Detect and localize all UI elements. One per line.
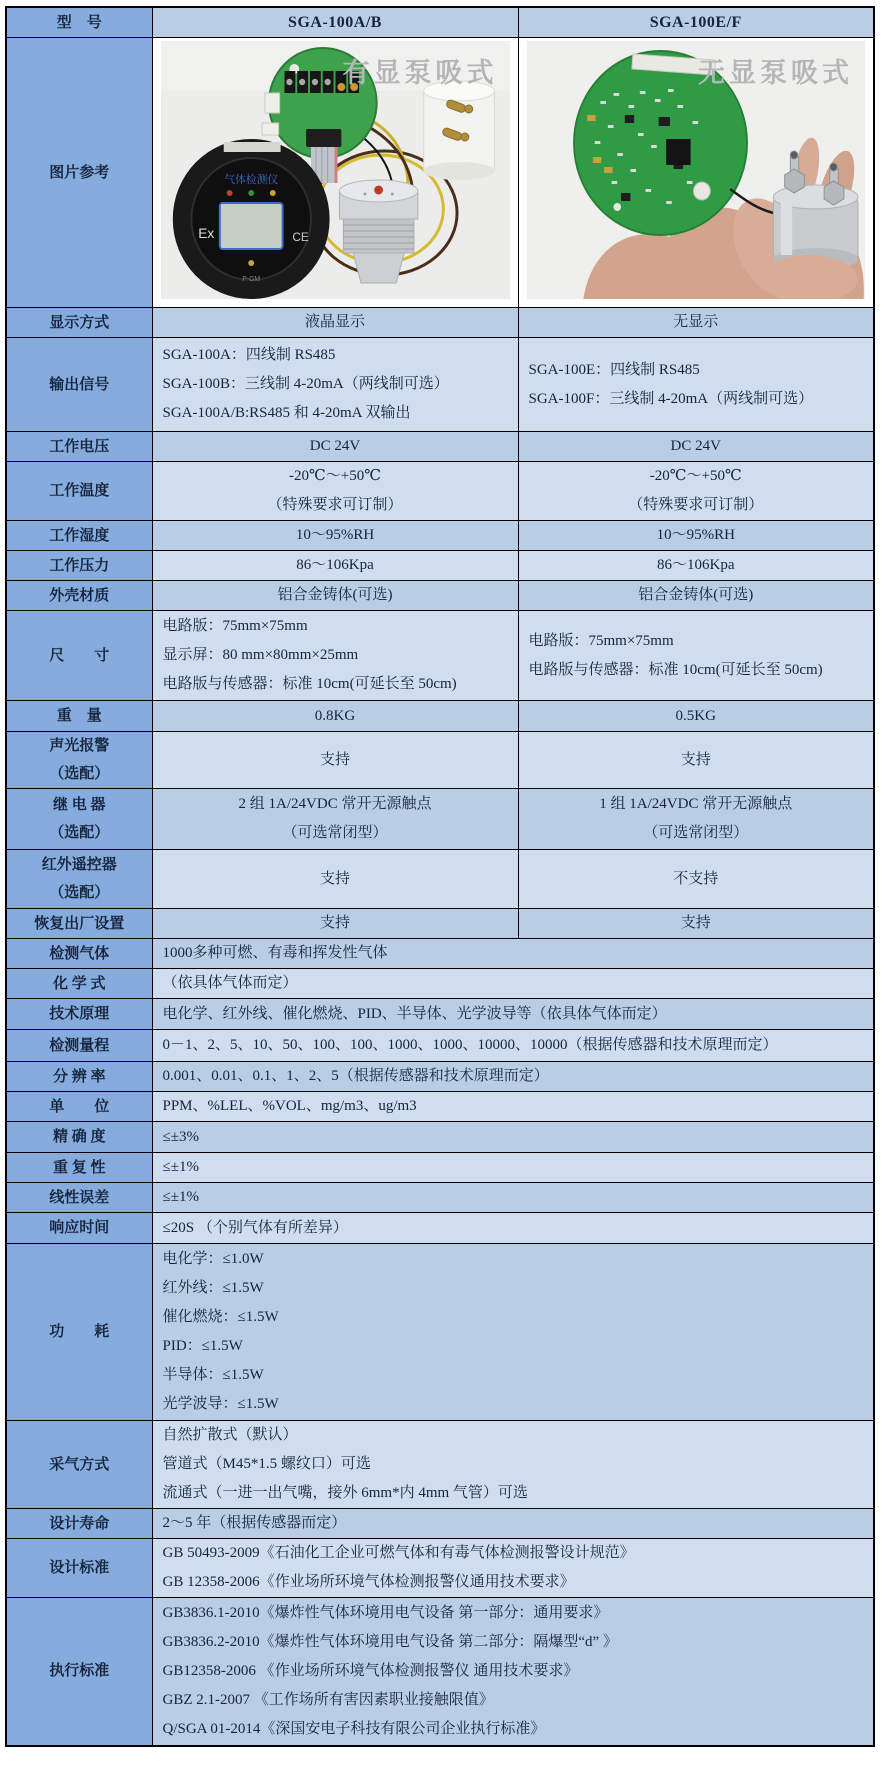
spec-value-text: （可选常闭型）: [643, 825, 749, 841]
spec-value-unit: [152, 1092, 874, 1122]
table-row-chemical-formula: [6, 969, 874, 999]
spec-value-detection-range: [152, 1030, 874, 1062]
spec-value-text: 铝合金铸体(可选): [277, 587, 393, 603]
spec-value-housing-material-col2: [518, 581, 874, 611]
spec-value-display-mode-col2: [518, 308, 874, 338]
row-label-linearity-error: [6, 1183, 152, 1213]
table-row-housing-material: [6, 581, 874, 611]
row-label-detection-range: [6, 1030, 152, 1062]
spec-value-text: SGA-100E：四线制 RS485: [528, 361, 700, 378]
spec-value-text: 显示屏：80 mm×80mm×25mm: [162, 647, 359, 663]
svg-text:CE: CE: [291, 229, 309, 245]
pump-cylinder-illustration: [423, 81, 494, 180]
spec-value-chemical-formula: [152, 969, 874, 999]
spec-value-text: GB 12358-2006《作业场所环境气体检测报警仪通用技术要求》: [162, 1574, 575, 1590]
table-row-output-signal: [6, 338, 874, 432]
row-label-text: 工作湿度: [49, 527, 110, 544]
spec-value-text: GB3836.1-2010《爆炸性气体环境用电气设备 第一部分：通用要求》: [162, 1604, 609, 1621]
row-label-text: 恢复出厂设置: [34, 915, 125, 932]
spec-value-working-voltage-col2: [518, 432, 874, 462]
spec-value-text: DC 24V: [309, 438, 361, 454]
spec-value-text: （依具体气体而定）: [162, 975, 298, 991]
row-label-text: 单 位: [49, 1098, 110, 1115]
spec-value-factory-reset-col2: [518, 909, 874, 939]
table-row-accuracy: [6, 1122, 874, 1153]
spec-value-text: （特殊要求可订制）: [628, 497, 764, 513]
spec-value-text: 电路版与传感器：标准 10cm(可延长至 50cm): [528, 661, 823, 678]
watermark-text: 无显泵吸式: [698, 58, 853, 88]
table-row-design-standards: [6, 1539, 874, 1598]
spec-value-text: 10～95%RH: [656, 527, 735, 543]
row-label-chemical-formula: [6, 969, 152, 999]
table-row-technical-principle: [6, 999, 874, 1030]
spec-value-text: 0.5KG: [675, 707, 716, 724]
row-label-text: 响应时间: [49, 1220, 110, 1236]
row-label-photo-reference: [6, 38, 152, 308]
product-photo-right: [527, 41, 866, 299]
spec-value-text: PPM、%LEL、%VOL、mg/m3、ug/m3: [162, 1098, 417, 1114]
row-label-ir-remote: [6, 850, 152, 909]
spec-value-text: 支持: [680, 915, 711, 931]
row-label-dimensions: [6, 611, 152, 701]
table-row-design-life: [6, 1509, 874, 1539]
row-label-sampling-method: [6, 1421, 152, 1509]
spec-value-ir-remote-col2: [518, 850, 874, 909]
spec-value-text: 铝合金铸体(可选): [638, 587, 754, 603]
spec-value-text: 86～106Kpa: [296, 557, 374, 573]
spec-value-text: -20℃～+50℃: [288, 468, 381, 484]
spec-value-text: 电化学：≤1.0W: [162, 1251, 264, 1267]
photo-cell: [518, 38, 874, 308]
row-label-text: 重 量: [56, 708, 102, 724]
spec-value-text: SGA-100E/F: [649, 14, 742, 31]
spec-value-detectable-gases: [152, 939, 874, 969]
spec-value-text: ≤±1%: [162, 1159, 199, 1175]
spec-value-text: SGA-100B：三线制 4-20mA（两线制可选）: [162, 376, 449, 392]
row-label-working-humidity: [6, 521, 152, 551]
spec-value-text: 流通式（一进一出气嘴，接外 6mm*内 4mm 气管）可选: [162, 1485, 528, 1501]
row-label-relay: [6, 789, 152, 850]
spec-value-text: GBZ 2.1-2007 《工作场所有害因素职业接触限值》: [162, 1691, 494, 1708]
spec-value-text: GB 50493-2009《石油化工企业可燃气体和有毒气体检测报警设计规范》: [162, 1545, 635, 1561]
spec-value-text: GB3836.2-2010《爆炸性气体环境用电气设备 第二部分：隔爆型“d” 》: [162, 1633, 618, 1650]
spec-value-text: 2 组 1A/24VDC 常开无源触点: [238, 796, 432, 812]
row-label-text: 尺 寸: [49, 647, 110, 664]
spec-value-text: 不支持: [673, 870, 719, 887]
row-label-power-consumption: [6, 1244, 152, 1421]
table-row-dimensions: [6, 611, 874, 701]
row-label-text: 输出信号: [49, 376, 110, 393]
row-label-text: 重 复 性: [52, 1159, 106, 1176]
row-label-model-header: [6, 7, 152, 38]
spec-value-text: 10～95%RH: [295, 527, 375, 543]
row-label-text: （选配）: [49, 766, 110, 782]
spec-value-relay-col1: [152, 789, 518, 850]
spec-value-text: 0－1、2、5、10、50、100、100、1000、1000、10000、10000（根据传感器和技术原理而定）: [162, 1037, 778, 1053]
row-label-output-signal: [6, 338, 152, 432]
row-label-design-life: [6, 1509, 152, 1539]
spec-value-text: 液晶显示: [304, 314, 365, 330]
spec-value-relay-col2: [518, 789, 874, 850]
spec-table: [5, 6, 875, 1747]
row-label-audible-visual-alarm: [6, 732, 152, 789]
spec-value-working-voltage-col1: [152, 432, 518, 462]
row-label-text: 精 确 度: [52, 1129, 106, 1145]
row-label-unit: [6, 1092, 152, 1122]
row-label-text: 化 学 式: [52, 975, 106, 992]
table-row-weight: [6, 701, 874, 732]
table-row-model-header: [6, 7, 874, 38]
spec-value-power-consumption: [152, 1244, 874, 1421]
row-label-design-standards: [6, 1539, 152, 1598]
row-label-resolution: [6, 1062, 152, 1092]
table-row-detection-range: [6, 1030, 874, 1062]
table-row-working-voltage: [6, 432, 874, 462]
spec-value-execution-standards: [152, 1598, 874, 1746]
row-label-text: 显示方式: [49, 314, 110, 331]
spec-value-text: 自然扩散式（默认）: [162, 1427, 298, 1443]
row-label-repeatability: [6, 1153, 152, 1183]
row-label-detectable-gases: [6, 939, 152, 969]
svg-text:Ex: Ex: [197, 224, 214, 242]
spec-value-text: 1000多种可燃、有毒和挥发性气体: [162, 945, 388, 961]
spec-value-text: DC 24V: [670, 438, 721, 454]
table-row-display-mode: [6, 308, 874, 338]
row-label-text: 线性误差: [49, 1189, 110, 1206]
row-label-text: 设计标准: [49, 1560, 110, 1576]
spec-value-working-temperature-col2: [518, 462, 874, 521]
photo-cell: [152, 38, 518, 308]
row-label-text: 工作压力: [49, 557, 110, 574]
spec-value-working-pressure-col2: [518, 551, 874, 581]
product-photo-left: [161, 41, 510, 299]
row-label-working-temperature: [6, 462, 152, 521]
table-row-audible-visual-alarm: [6, 732, 874, 789]
spec-value-text: 支持: [319, 751, 350, 768]
spec-value-text: 电路版：75mm×75mm: [162, 618, 308, 634]
row-label-technical-principle: [6, 999, 152, 1030]
spec-value-housing-material-col1: [152, 581, 518, 611]
table-row-execution-standards: [6, 1598, 874, 1746]
spec-value-text: （特殊要求可订制）: [267, 497, 403, 513]
row-label-text: 采气方式: [49, 1456, 110, 1473]
spec-value-text: 0.001、0.01、0.1、1、2、5（根据传感器和技术原理而定）: [162, 1068, 549, 1084]
spec-value-factory-reset-col1: [152, 909, 518, 939]
row-label-text: 图片参考: [49, 164, 110, 181]
row-label-display-mode: [6, 308, 152, 338]
row-label-text: 执行标准: [49, 1663, 110, 1680]
spec-value-working-pressure-col1: [152, 551, 518, 581]
row-label-text: （选配）: [49, 885, 110, 901]
table-row-photo-reference: [6, 38, 874, 308]
spec-value-text: 管道式（M45*1.5 螺纹口）可选: [162, 1456, 371, 1472]
watermark-text: 有显泵吸式: [342, 58, 498, 88]
spec-value-resolution: [152, 1062, 874, 1092]
row-label-text: 外壳材质: [49, 587, 110, 604]
table-row-relay: [6, 789, 874, 850]
spec-value-text: 0.8KG: [314, 707, 356, 724]
row-label-text: 继 电 器: [52, 797, 106, 813]
spec-value-accuracy: [152, 1122, 874, 1153]
spec-value-text: 电路版：75mm×75mm: [528, 632, 674, 649]
spec-value-text: 支持: [680, 751, 711, 768]
spec-value-technical-principle: [152, 999, 874, 1030]
spec-value-text: 催化燃烧：≤1.5W: [162, 1309, 279, 1325]
spec-value-text: 1 组 1A/24VDC 常开无源触点: [599, 796, 793, 812]
spec-value-response-time: [152, 1213, 874, 1244]
row-label-factory-reset: [6, 909, 152, 939]
spec-value-weight-col2: [518, 701, 874, 732]
spec-value-text: 2～5 年（根据传感器而定）: [162, 1515, 347, 1531]
spec-value-text: （可选常闭型）: [282, 825, 388, 841]
table-row-linearity-error: [6, 1183, 874, 1213]
table-row-working-humidity: [6, 521, 874, 551]
display-gauge-illustration: [172, 139, 329, 299]
row-label-text: （选配）: [49, 825, 110, 841]
spec-value-text: SGA-100A/B: [288, 14, 382, 31]
spec-value-working-temperature-col1: [152, 462, 518, 521]
table-row-unit: [6, 1092, 874, 1122]
row-label-working-voltage: [6, 432, 152, 462]
svg-text:P-GM: P-GM: [241, 275, 260, 284]
spec-value-dimensions-col1: [152, 611, 518, 701]
table-row-power-consumption: [6, 1244, 874, 1421]
spec-value-design-standards: [152, 1539, 874, 1598]
spec-value-text: ≤±1%: [162, 1189, 199, 1205]
spec-value-text: SGA-100A/B:RS485 和 4-20mA 双输出: [162, 405, 411, 421]
spec-value-text: 支持: [319, 915, 350, 931]
spec-value-dimensions-col2: [518, 611, 874, 701]
spec-value-text: PID：≤1.5W: [162, 1338, 243, 1354]
spec-value-text: 红外线：≤1.5W: [162, 1280, 264, 1296]
row-label-text: 功 耗: [49, 1324, 110, 1340]
spec-value-working-humidity-col1: [152, 521, 518, 551]
spec-value-text: 电化学、红外线、催化燃烧、PID、半导体、光学波导等（依具体气体而定）: [162, 1005, 667, 1022]
spec-value-text: ≤20S （个别气体有所差异）: [162, 1219, 348, 1236]
row-label-text: 声光报警: [49, 738, 110, 754]
spec-value-design-life: [152, 1509, 874, 1539]
row-label-text: 检测量程: [49, 1037, 110, 1054]
spec-value-text: 半导体：≤1.5W: [162, 1367, 264, 1383]
table-row-ir-remote: [6, 850, 874, 909]
spec-value-display-mode-col1: [152, 308, 518, 338]
table-row-working-temperature: [6, 462, 874, 521]
spec-value-sampling-method: [152, 1421, 874, 1509]
spec-value-output-signal-col1: [152, 338, 518, 432]
spec-value-working-humidity-col2: [518, 521, 874, 551]
spec-value-text: -20℃～+50℃: [649, 468, 742, 484]
spec-value-text: SGA-100F：三线制 4-20mA（两线制可选）: [528, 390, 814, 407]
spec-value-text: 光学波导：≤1.5W: [162, 1396, 279, 1412]
spec-value-text: SGA-100A：四线制 RS485: [162, 347, 336, 363]
spec-value-ir-remote-col1: [152, 850, 518, 909]
spec-value-model-header-col1: [152, 7, 518, 38]
row-label-text: 红外遥控器: [41, 857, 117, 873]
table-row-response-time: [6, 1213, 874, 1244]
table-row-sampling-method: [6, 1421, 874, 1509]
spec-value-model-header-col2: [518, 7, 874, 38]
spec-value-text: Q/SGA 01-2014《深国安电子科技有限公司企业执行标准》: [162, 1720, 546, 1737]
row-label-weight: [6, 701, 152, 732]
table-row-repeatability: [6, 1153, 874, 1183]
spec-value-repeatability: [152, 1153, 874, 1183]
spec-value-audible-visual-alarm-col2: [518, 732, 874, 789]
spec-value-text: 支持: [319, 870, 350, 887]
row-label-housing-material: [6, 581, 152, 611]
spec-value-audible-visual-alarm-col1: [152, 732, 518, 789]
table-row-factory-reset: [6, 909, 874, 939]
spec-value-output-signal-col2: [518, 338, 874, 432]
row-label-text: 型 号: [56, 14, 102, 31]
row-label-text: 检测气体: [49, 945, 110, 962]
row-label-text: 工作温度: [49, 483, 110, 499]
spec-value-text: ≤±3%: [162, 1128, 199, 1145]
row-label-response-time: [6, 1213, 152, 1244]
spec-value-text: 86～106Kpa: [657, 557, 735, 573]
row-label-execution-standards: [6, 1598, 152, 1746]
spec-value-text: 无显示: [673, 314, 719, 330]
row-label-accuracy: [6, 1122, 152, 1153]
row-label-working-pressure: [6, 551, 152, 581]
spec-value-text: 电路版与传感器：标准 10cm(可延长至 50cm): [162, 676, 457, 692]
row-label-text: 工作电压: [49, 438, 110, 455]
table-row-resolution: [6, 1062, 874, 1092]
spec-value-linearity-error: [152, 1183, 874, 1213]
table-row-detectable-gases: [6, 939, 874, 969]
row-label-text: 分 辨 率: [52, 1068, 106, 1085]
row-label-text: 设计寿命: [49, 1515, 110, 1532]
spec-value-weight-col1: [152, 701, 518, 732]
row-label-text: 技术原理: [49, 1006, 110, 1022]
spec-value-text: GB12358-2006 《作业场所环境气体检测报警仪 通用技术要求》: [162, 1662, 579, 1679]
table-row-working-pressure: [6, 551, 874, 581]
svg-text:气体检测仪: 气体检测仪: [223, 173, 278, 187]
